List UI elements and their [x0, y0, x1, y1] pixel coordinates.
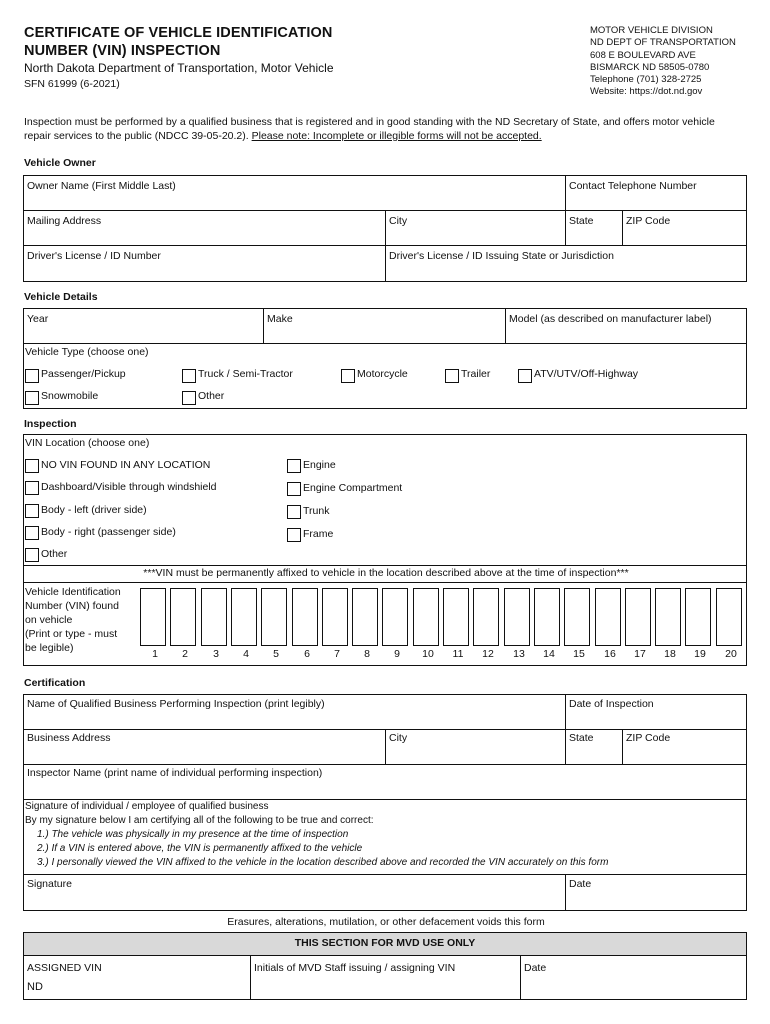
form-title-line2: NUMBER (VIN) INSPECTION	[24, 43, 221, 59]
owner-phone-field[interactable]: Contact Telephone Number	[569, 180, 697, 192]
signature-date-field[interactable]: Date	[569, 878, 592, 890]
vin-char-box[interactable]	[534, 588, 560, 646]
vin-char-box[interactable]	[443, 588, 469, 646]
intro-body: Inspection must be performed by a qualified business that is registered and in good standing with the ND Secretary of State, and offers motor vehicle repair services to the public (NDCC 39-05-20.2).	[24, 116, 715, 142]
owner-state-field[interactable]: State	[569, 215, 594, 227]
no-vin-label: NO VIN FOUND IN ANY LOCATION	[41, 459, 211, 471]
vin-location-label: VIN Location (choose one)	[25, 437, 150, 449]
vin-position-number: 9	[394, 648, 400, 660]
agency-line: Website: https://dot.nd.gov	[590, 86, 703, 98]
vin-char-box[interactable]	[716, 588, 742, 646]
vin-char-box[interactable]	[292, 588, 318, 646]
vehicle-type-label: Vehicle Type (choose one)	[25, 346, 149, 358]
mailing-address-field[interactable]: Mailing Address	[27, 215, 102, 227]
business-zip-field[interactable]: ZIP Code	[626, 732, 671, 744]
owner-name-field[interactable]: Owner Name (First Middle Last)	[27, 180, 176, 192]
vin-position-number: 13	[513, 648, 525, 660]
vin-char-box[interactable]	[352, 588, 378, 646]
vin-position-number: 7	[334, 648, 340, 660]
vin-label-line: Number (VIN) found	[25, 600, 119, 612]
vin-char-box[interactable]	[382, 588, 408, 646]
no-vin-checkbox[interactable]	[25, 459, 39, 473]
frame-label: Frame	[303, 528, 334, 540]
body-left-checkbox[interactable]	[25, 504, 39, 518]
trailer-checkbox[interactable]	[445, 369, 459, 383]
passenger-pickup-label: Passenger/Pickup	[41, 368, 126, 380]
vin-position-number: 2	[182, 648, 188, 660]
inspector-name-field[interactable]: Inspector Name (print name of individual performing inspection)	[27, 767, 323, 779]
vin-char-box[interactable]	[625, 588, 651, 646]
vin-char-box[interactable]	[322, 588, 348, 646]
certify-item: 2.) If a VIN is entered above, the VIN is permanently affixed to the vehicle	[37, 843, 363, 854]
vin-position-number: 18	[664, 648, 676, 660]
trailer-label: Trailer	[461, 368, 491, 380]
vin-position-number: 1	[152, 648, 158, 660]
vin-char-box[interactable]	[564, 588, 590, 646]
vin-position-number: 15	[573, 648, 585, 660]
vin-char-box[interactable]	[595, 588, 621, 646]
model-field[interactable]: Model (as described on manufacturer label)	[509, 313, 712, 325]
form-number: SFN 61999 (6-2021)	[24, 78, 120, 90]
vin-label-line: Vehicle Identification	[25, 586, 121, 598]
vin-char-box[interactable]	[504, 588, 530, 646]
vin-label-line: on vehicle	[25, 614, 73, 626]
vin-char-box[interactable]	[201, 588, 227, 646]
engine-checkbox[interactable]	[287, 459, 301, 473]
motorcycle-label: Motorcycle	[357, 368, 408, 380]
trunk-label: Trunk	[303, 505, 330, 517]
vin-label-line: (Print or type - must	[25, 628, 118, 640]
frame-checkbox[interactable]	[287, 528, 301, 542]
license-number-field[interactable]: Driver's License / ID Number	[27, 250, 161, 262]
location-other-label: Other	[41, 548, 68, 560]
vin-position-number: 10	[422, 648, 434, 660]
vin-char-box[interactable]	[473, 588, 499, 646]
certify-item: 1.) The vehicle was physically in my presence at the time of inspection	[37, 829, 349, 840]
signature-field[interactable]: Signature	[27, 878, 72, 890]
snowmobile-checkbox[interactable]	[25, 391, 39, 405]
owner-zip-field[interactable]: ZIP Code	[626, 215, 671, 227]
inspection-date-field[interactable]: Date of Inspection	[569, 698, 654, 710]
vin-position-number: 17	[634, 648, 646, 660]
vin-char-box[interactable]	[140, 588, 166, 646]
certification-statement	[25, 800, 608, 870]
intro-text	[24, 115, 744, 143]
agency-line: MOTOR VEHICLE DIVISION	[590, 25, 713, 36]
vin-entry-label	[25, 585, 121, 655]
agency-line: BISMARCK ND 58505-0780	[590, 61, 710, 73]
trunk-checkbox[interactable]	[287, 505, 301, 519]
section-heading-certification: Certification	[24, 677, 86, 689]
section-heading-inspection: Inspection	[24, 418, 77, 430]
form-title-line1: CERTIFICATE OF VEHICLE IDENTIFICATION	[24, 25, 333, 41]
vin-position-number: 8	[364, 648, 370, 660]
agency-line: 608 E BOULEVARD AVE	[590, 49, 696, 61]
snowmobile-label: Snowmobile	[41, 390, 99, 402]
vin-position-number: 16	[604, 648, 616, 660]
dashboard-checkbox[interactable]	[25, 481, 39, 495]
agency-line: ND DEPT OF TRANSPORTATION	[590, 37, 736, 49]
motorcycle-checkbox[interactable]	[341, 369, 355, 383]
vin-position-number: 19	[694, 648, 706, 660]
body-right-checkbox[interactable]	[25, 526, 39, 540]
engine-compartment-checkbox[interactable]	[287, 482, 301, 496]
intro-note: Please note: Incomplete or illegible forms will not be accepted.	[251, 130, 542, 142]
truck-semi-label: Truck / Semi-Tractor	[198, 368, 293, 380]
atv-checkbox[interactable]	[518, 369, 532, 383]
business-city-field[interactable]: City	[389, 732, 408, 744]
certify-text: By my signature below I am certifying all of the following to be true and correct:	[25, 815, 374, 826]
owner-city-field[interactable]: City	[389, 215, 408, 227]
body-right-label: Body - right (passenger side)	[41, 526, 176, 538]
assigned-vin-label: ASSIGNED VIN	[27, 962, 102, 974]
vin-label-line: be legible)	[25, 642, 74, 654]
agency-address	[590, 25, 736, 99]
vin-char-box[interactable]	[413, 588, 439, 646]
vin-position-number: 3	[213, 648, 219, 660]
mvd-initials-field[interactable]: Initials of MVD Staff issuing / assigning VIN	[254, 962, 456, 974]
vin-char-box[interactable]	[261, 588, 287, 646]
engine-label: Engine	[303, 459, 336, 471]
license-state-field[interactable]: Driver's License / ID Issuing State or Jurisdiction	[389, 250, 614, 262]
assigned-vin-prefix[interactable]: ND	[27, 981, 43, 993]
vin-char-box[interactable]	[170, 588, 196, 646]
vin-position-number: 14	[543, 648, 555, 660]
business-address-field[interactable]: Business Address	[27, 732, 111, 744]
location-other-checkbox[interactable]	[25, 548, 39, 562]
year-field[interactable]: Year	[27, 313, 49, 325]
dashboard-label: Dashboard/Visible through windshield	[41, 481, 217, 493]
vin-position-number: 5	[273, 648, 279, 660]
mvd-date-field[interactable]: Date	[524, 962, 547, 974]
vin-affixed-notice: ***VIN must be permanently affixed to vehicle in the location described above at the time of inspection***	[143, 567, 629, 579]
vin-position-number: 4	[243, 648, 249, 660]
sig-heading: Signature of individual / employee of qualified business	[25, 801, 269, 812]
vin-char-box[interactable]	[231, 588, 257, 646]
vin-position-number: 6	[304, 648, 310, 660]
vin-char-box[interactable]	[655, 588, 681, 646]
section-heading-details: Vehicle Details	[24, 291, 98, 303]
make-field[interactable]: Make	[267, 313, 293, 325]
form-subtitle: North Dakota Department of Transportation, Motor Vehicle	[24, 61, 334, 75]
vin-char-box[interactable]	[685, 588, 711, 646]
form-title	[24, 24, 332, 60]
atv-label: ATV/UTV/Off-Highway	[534, 368, 639, 380]
truck-semi-checkbox[interactable]	[182, 369, 196, 383]
body-left-label: Body - left (driver side)	[41, 504, 147, 516]
agency-line: Telephone (701) 328-2725	[590, 74, 702, 86]
certify-item: 3.) I personally viewed the VIN affixed to the vehicle in the location described above and recorded the VIN accurately on this form	[37, 857, 609, 868]
section-heading-owner: Vehicle Owner	[24, 157, 96, 169]
type-other-checkbox[interactable]	[182, 391, 196, 405]
passenger-pickup-checkbox[interactable]	[25, 369, 39, 383]
business-name-field[interactable]: Name of Qualified Business Performing Inspection (print legibly)	[27, 698, 325, 710]
defacement-notice: Erasures, alterations, mutilation, or other defacement voids this form	[227, 916, 545, 928]
mvd-heading: THIS SECTION FOR MVD USE ONLY	[294, 937, 476, 949]
business-state-field[interactable]: State	[569, 732, 594, 744]
engine-compartment-label: Engine Compartment	[303, 482, 403, 494]
vin-position-number: 11	[452, 648, 464, 660]
vin-position-number: 12	[482, 648, 494, 660]
vin-position-number: 20	[725, 648, 737, 660]
type-other-label: Other	[198, 390, 225, 402]
